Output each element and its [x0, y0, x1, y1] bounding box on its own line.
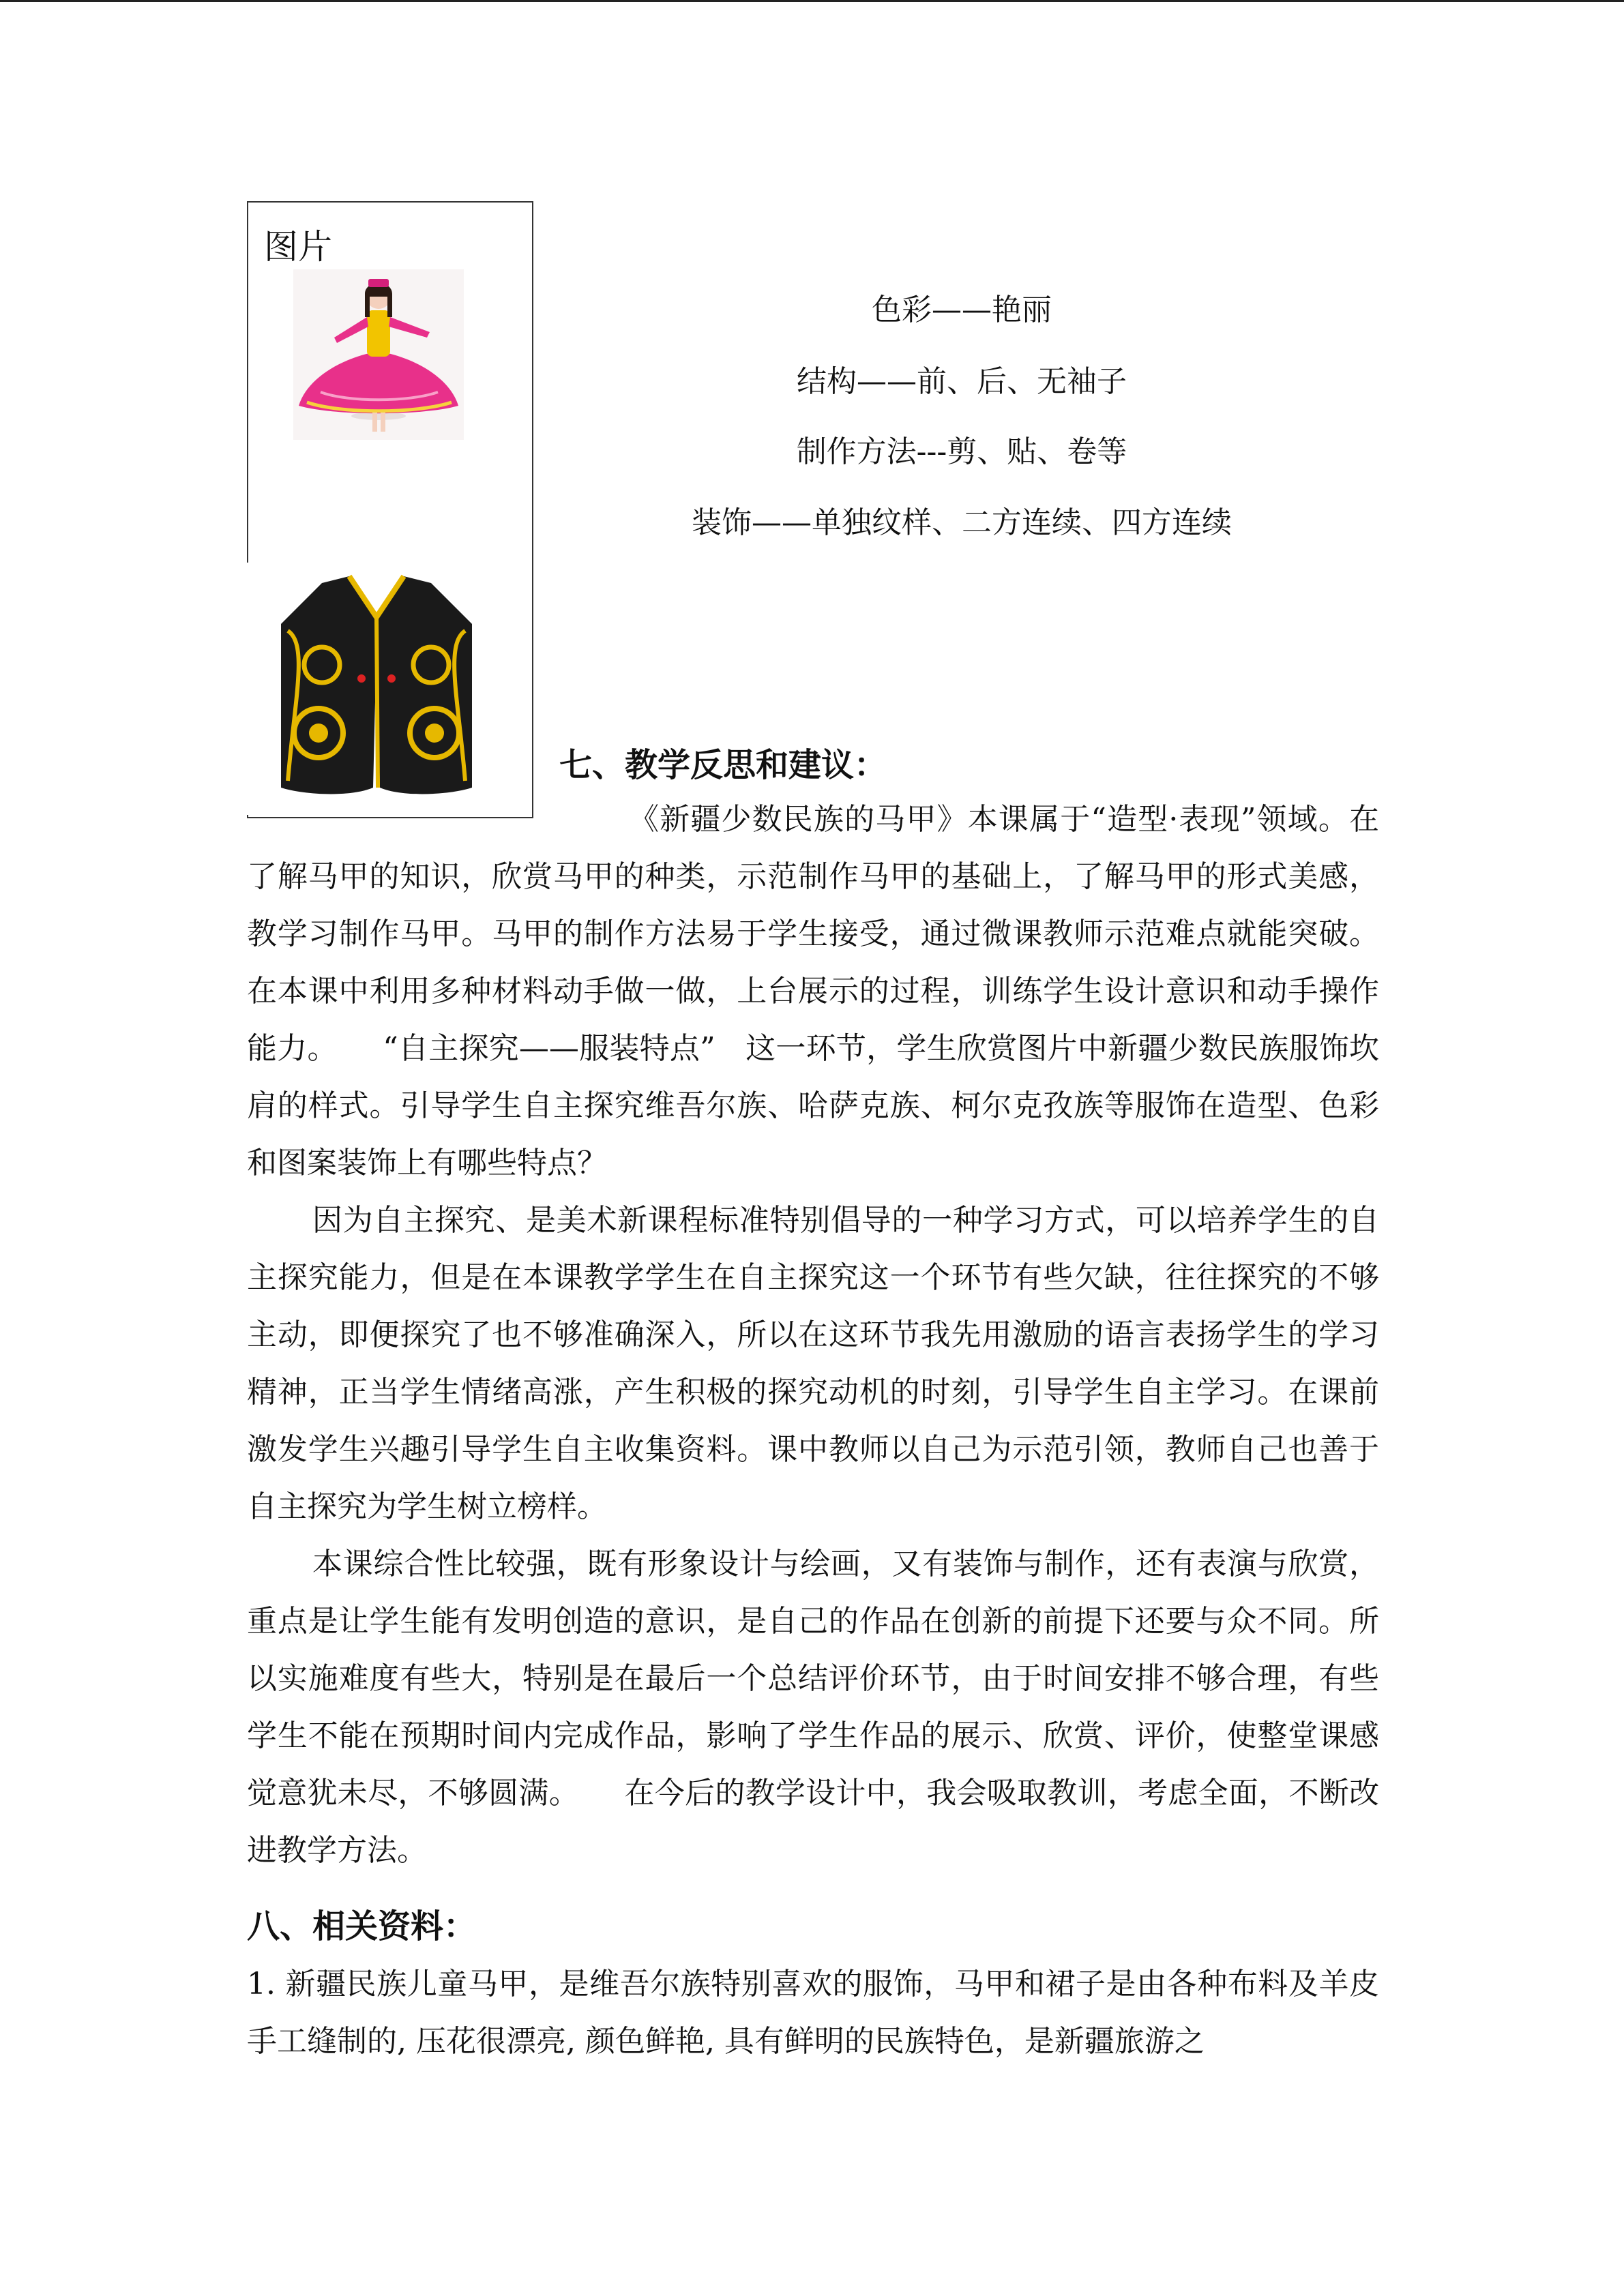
- section8-list: [247, 1956, 1379, 2070]
- section7-paragraph-3: 本课综合性比较强，既有形象设计与绘画，又有装饰与制作，还有表演与欣赏，重点是让学生能有发明创造的意识，是自己的作品在创新的前提下还要与众不同。所以实施难度有些大，特别是在最后一个总结评价环节，由于时间安排不够合理，有些学生不能在预期时间内完成作品，影响了学生作品的展示、欣赏、评价，使整堂课感觉意犹未尽，不够圆满。 在今后的教学设计中，我会吸取教训，考虑全面，不断改进教学方法。: [247, 1547, 1379, 1868]
- dancing-girl-illustration: [293, 269, 464, 440]
- feature-structure: 结构——前、后、无袖子: [797, 364, 1127, 399]
- section8-item-1: 1. 新疆民族儿童马甲，是维吾尔族特别喜欢的服饰，马甲和裙子是由各种布料及羊皮手工缝制的, 压花很漂亮, 颜色鲜艳, 具有鲜明的民族特色，是新疆旅游之: [247, 1967, 1379, 2059]
- section7-body: [247, 791, 1379, 1879]
- section8-heading: 八、相关资料：: [247, 1907, 477, 1945]
- feature-method: 制作方法---剪、贴、卷等: [796, 434, 1127, 469]
- vest-photo: [247, 563, 506, 815]
- section7-heading: 七、教学反思和建议：: [559, 746, 887, 784]
- dancing-girl-photo: [293, 269, 464, 440]
- page-top-border: [0, 0, 1624, 2]
- vest-illustration: [247, 563, 506, 815]
- picture-label: 图片: [264, 227, 332, 267]
- section7-paragraph-2: 因为自主探究、是美术新课程标准特别倡导的一种学习方式，可以培养学生的自主探究能力，但是在本课教学学生在自主探究这一个环节有些欠缺，往往探究的不够主动，即便探究了也不够准确深入，所以在这环节我先用激励的语言表扬学生的学习精神，正当学生情绪高涨，产生积极的探究动机的时刻，引导学生自主学习。在课前激发学生兴趣引导学生自主收集资料。课中教师以自己为示范引领，教师自己也善于自主探究为学生树立榜样。: [247, 1203, 1379, 1524]
- section7-paragraph-1: 《新疆少数民族的马甲》本课属于“造型·表现”领域。在了解马甲的知识，欣赏马甲的种类，示范制作马甲的基础上，了解马甲的形式美感，教学习制作马甲。马甲的制作方法易于学生接受，通过微课教师示范难点就能突破。在本课中利用多种材料动手做一做，上台展示的过程，训练学生设计意识和动手操作能力。 “自主探究——服装特点” 这一环节，学生欣赏图片中新疆少数民族服饰坎肩的样式。引导学生自主探究维吾尔族、哈萨克族、柯尔克孜族等服饰在造型、色彩和图案装饰上有哪些特点？: [247, 802, 1379, 1180]
- feature-decoration: 装饰——单独纹样、二方连续、四方连续: [692, 505, 1232, 540]
- feature-color: 色彩——艳丽: [872, 293, 1052, 327]
